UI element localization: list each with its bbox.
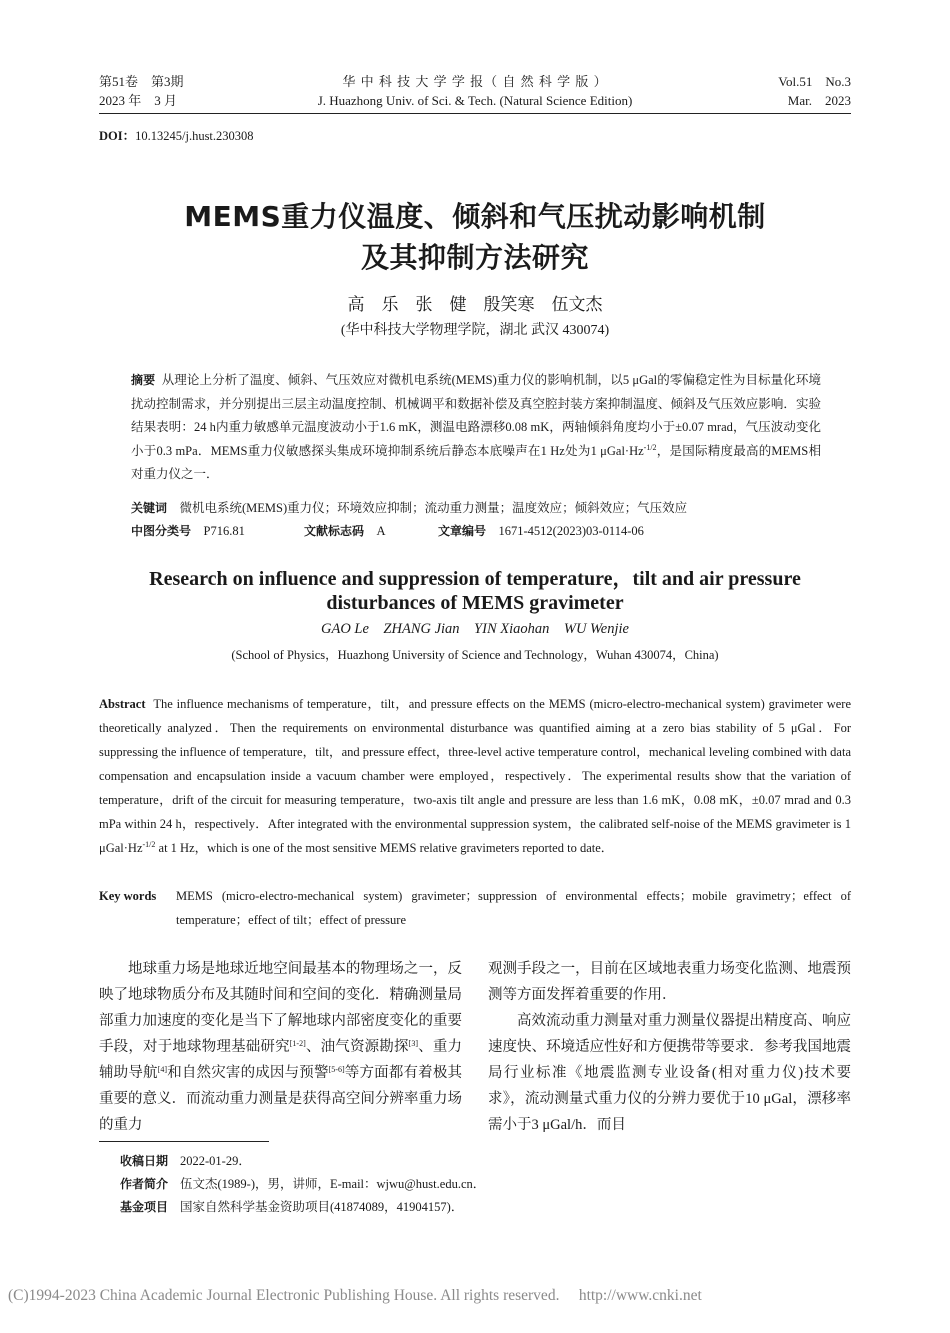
citation-3[interactable]: [3] xyxy=(408,1039,418,1048)
keywords-en xyxy=(99,884,851,932)
classification-clc xyxy=(131,520,245,542)
doc-code-value: A xyxy=(376,524,386,538)
abstract-en-text: The influence mechanisms of temperature，tilt，and pressure effects on the MEMS (micro-electro-mechanical system) gravimeter were theoretically analyzed．Then the requirements on environmental disturbance was quantified aiming at a zero bias stability of 5 μGal．For suppressing the influence of temperature，tilt，and pressure effect，three-level active temperature control，mechanical leveling combined with data compensation and encapsulation inside a vacuum chamber were employed，respectively．The experimental results show that the variation of temperature，drift of the circuit for measuring temperature，two-axis tilt angle and pressure are less than 1.6 mK，0.08 mK，±0.07 mrad and 0.3 mPa within 24 h，respectively．After integrated with the environmental suppression system，the calibrated self-noise of the MEMS gravimeter is 1 μGal·Hz xyxy=(99,697,852,855)
header-journal-en: J. Huazhong Univ. of Sci. & Tech. (Natural Science Edition) xyxy=(317,93,633,108)
classification-article xyxy=(438,520,644,542)
abstract-cn-sup: -1/2 xyxy=(643,442,657,452)
body-left-text-1: 地球重力场是地球近地空间最基本的物理场之一，反映了地球物质分布及其随时间和空间的变化．精确测量局部重力加速度的变化是当下了解地球内部密度变化的重要手段，对于地球物理基础研究 xyxy=(99,961,462,1055)
fund-text: 国家自然科学基金资助项目(41874089，41904157)． xyxy=(180,1200,464,1214)
keywords-cn xyxy=(131,497,821,519)
doi-value[interactable]: 10.13245/j.hust.230308 xyxy=(135,129,254,143)
keywords-cn-label: 关键词 xyxy=(131,501,168,515)
footnote-received xyxy=(120,1150,251,1173)
title-en-line1: Research on influence and suppression of temperature，tilt and air pressure xyxy=(149,568,801,590)
clc-label: 中图分类号 xyxy=(131,524,192,538)
authors-en: GAO Le ZHANG Jian YIN Xiaohan WU Wenjie xyxy=(321,621,629,637)
body-right-column xyxy=(488,956,851,1138)
author-bio: 伍文杰(1989-)，男，讲师，E-mail：wjwu@hust.edu.cn． xyxy=(180,1177,486,1191)
abstract-cn-text-end: ，是国际精度最高的MEMS相对重力仪之一． xyxy=(131,443,821,481)
body-right-paragraph-2: 高效流动重力测量对重力测量仪器提出精度高、响应速度快、环境适应性好和方便携带等要求．参考我国地震局行业标准《地震监测专业设备(相对重力仪)技术要求》，流动测量式重力仪的分辨力要优于10 μGal，漂移率需小于3 μGal/h．而目 xyxy=(488,1013,851,1133)
body-left-column xyxy=(99,956,462,1138)
keywords-cn-text: 微机电系统(MEMS)重力仪；环境效应抑制；流动重力测量；温度效应；倾斜效应；气压效应 xyxy=(179,501,688,515)
received-label: 收稿日期 xyxy=(120,1154,169,1168)
body-left-text-5: 等方面都有着极其重要的意义．而流动重力测量是获得高空间分辨率重力场的重力 xyxy=(99,1065,463,1133)
abstract-en-text-end: at 1 Hz，which is one of the most sensitive MEMS relative gravimeters reported to date． xyxy=(155,841,614,855)
header-volume-cn: 第51卷 第3期 xyxy=(99,74,184,89)
footnote-rule xyxy=(99,1141,269,1142)
abstract-en xyxy=(99,692,851,860)
header-date-en: Mar. 2023 xyxy=(787,93,851,108)
citation-5-6[interactable]: [5-6] xyxy=(328,1065,345,1074)
body-left-text-4: 和自然灾害的成因与预警 xyxy=(167,1065,329,1081)
header-volume-en: Vol.51 No.3 xyxy=(778,74,851,89)
header-journal-cn: 华 中 科 技 大 学 学 报（ 自 然 科 学 版 ） xyxy=(342,74,608,89)
abstract-en-label: Abstract xyxy=(99,697,146,711)
footnote-author xyxy=(120,1173,485,1196)
received-date: 2022-01-29． xyxy=(180,1154,251,1168)
article-number-label: 文章编号 xyxy=(438,524,487,538)
footnote-fund xyxy=(120,1196,463,1219)
abstract-en-sup: -1/2 xyxy=(142,840,156,849)
keywords-en-text: MEMS (micro-electro-mechanical system) gravimeter；suppression of environmental effects；mobile gravimetry；effect of temperature；effect of tilt；effect of pressure xyxy=(176,889,851,927)
doc-code-label: 文献标志码 xyxy=(304,524,365,538)
fund-label: 基金项目 xyxy=(120,1200,169,1214)
header-rule xyxy=(99,113,851,114)
citation-4[interactable]: [4] xyxy=(157,1065,168,1074)
affiliation-cn: (华中科技大学物理学院，湖北 武汉 430074) xyxy=(340,323,610,338)
affiliation-en: (School of Physics，Huazhong University of Science and Technology，Wuhan 430074，China) xyxy=(231,648,719,662)
body-right-paragraph-1: 观测手段之一，目前在区域地表重力场变化监测、地震预测等方面发挥着重要的作用． xyxy=(488,961,851,1003)
article-number-value: 1671-4512(2023)03-0114-06 xyxy=(498,524,644,538)
keywords-en-label: Key words xyxy=(99,889,157,903)
abstract-cn xyxy=(131,369,821,487)
citation-1-2[interactable]: [1-2] xyxy=(289,1039,306,1048)
title-en-line2: disturbances of MEMS gravimeter xyxy=(326,592,624,614)
title-cn-line1: MEMS重力仪温度、倾斜和气压扰动影响机制 xyxy=(184,200,766,233)
body-left-text-3: 、重力辅助导航 xyxy=(99,1039,463,1081)
title-cn-line2: 及其抑制方法研究 xyxy=(360,241,589,274)
doi-line xyxy=(99,127,254,145)
header-date-cn: 2023 年 3 月 xyxy=(99,93,178,108)
classification-doc xyxy=(304,520,386,542)
abstract-cn-label: 摘要 xyxy=(131,373,156,387)
copyright-watermark: (C)1994-2023 China Academic Journal Electronic Publishing House. All rights reserved. http://www.cnki.net xyxy=(8,1287,702,1304)
authors-cn: 高 乐 张 健 殷笑寒 伍文杰 xyxy=(347,295,603,314)
abstract-cn-text: 从理论上分析了温度、倾斜、气压效应对微机电系统(MEMS)重力仪的影响机制，以5 μGal的零偏稳定性为目标量化环境扰动控制需求，并分别提出三层主动温度控制、机械调平和数据补偿及真空腔封装方案抑制温度、倾斜及气压效应影响．实验结果表明：24 h内重力敏感单元温度波动小于1.6 mK，测温电路漂移0.08 mK，两轴倾斜角度均小于±0.07 mrad，气压波动变化小于0.3 mPa．MEMS重力仪敏感探头集成环境抑制系统后静态本底噪声在1 Hz处为1 μGal·Hz xyxy=(131,373,821,458)
body-left-text-2: 、油气资源勘探 xyxy=(305,1039,409,1055)
clc-value: P716.81 xyxy=(203,524,245,538)
author-bio-label: 作者简介 xyxy=(120,1177,169,1191)
doi-label: DOI： xyxy=(99,129,136,143)
